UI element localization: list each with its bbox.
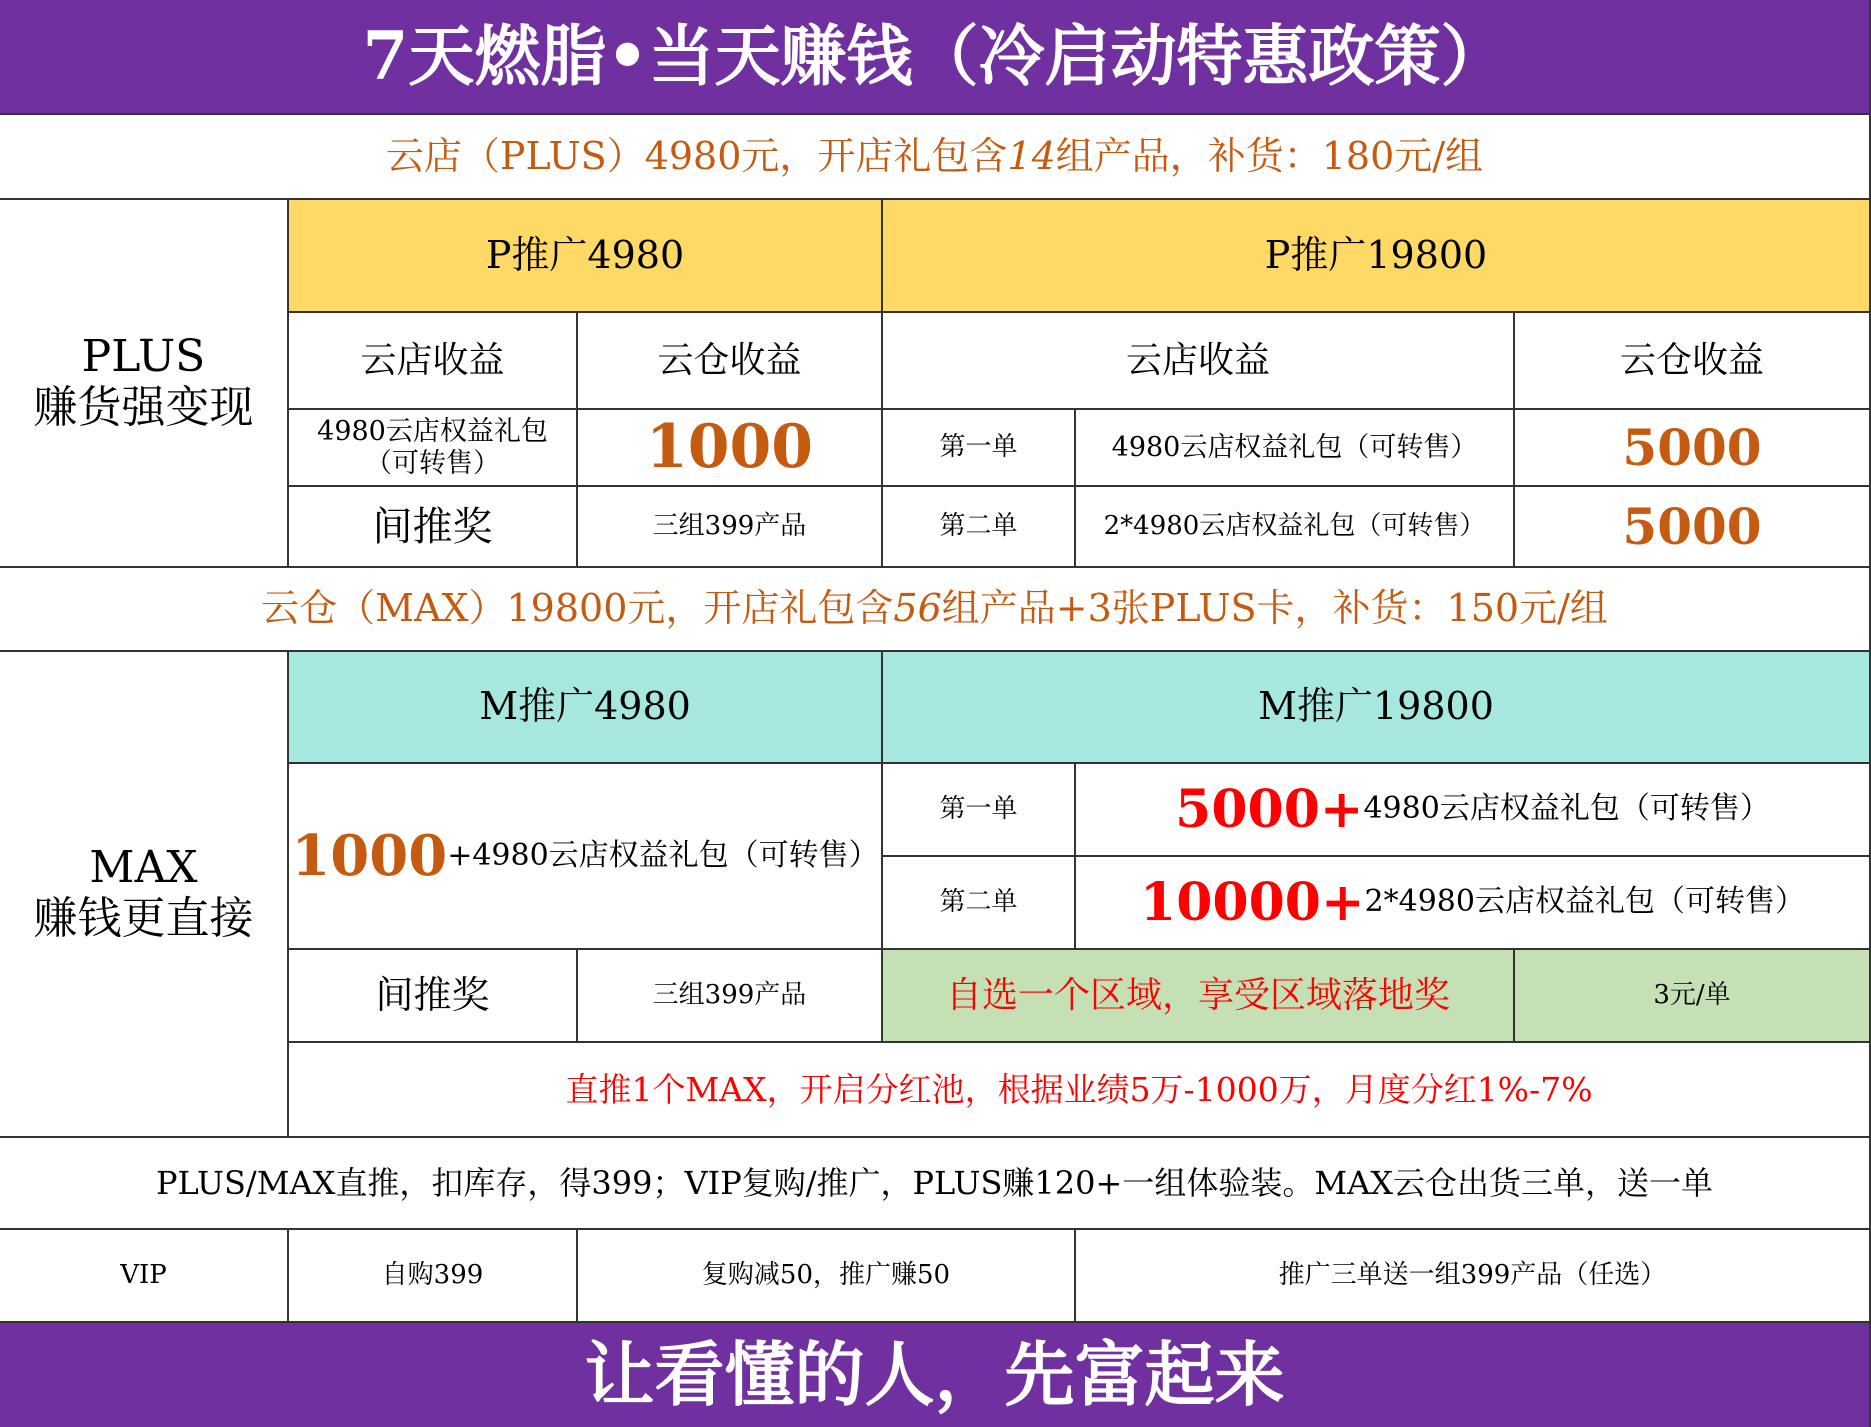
max-per-order [1515,950,1871,1043]
max-indirect-award-label: 间推奖 [375,972,490,1017]
plus-income-1000 [578,410,883,487]
plus-indirect-award [289,487,578,568]
max-second-order [883,857,1076,950]
max-promo-19800 [883,652,1871,764]
max-second-order-text: 2*4980云店权益礼包（可转售） [1364,884,1805,920]
plus-second-order-income-value: 5000 [1622,496,1762,556]
max-banner [0,568,1871,652]
max-per-order-text: 3元/单 [1653,979,1731,1010]
plus-second-order-gift-text: 2*4980云店权益礼包（可转售） [1103,510,1486,541]
max-banner-post: 组产品+3张PLUS卡，补货：150元/组 [941,586,1608,631]
plus-second-order-label: 第二单 [939,510,1018,541]
plus-promo-4980-label: P推广4980 [485,232,685,277]
vip-repurchase [578,1230,1076,1323]
plus-warehouse-income-header [578,313,883,410]
max-4980-reward [289,764,883,950]
plus-three-groups [578,487,883,568]
max-promo-19800-label: M推广19800 [1258,684,1494,729]
max-first-order-reward [1076,764,1871,857]
footer-slogan-text: 让看懂的人，先富起来 [584,1332,1285,1416]
footer-slogan [0,1323,1871,1427]
title-text: 7天燃脂•当天赚钱（冷启动特惠政策） [362,16,1507,95]
max-second-order-reward [1076,857,1871,950]
max-dividend-text: 直推1个MAX，开启分红池，根据业绩5万-1000万，月度分红1%-7% [565,1069,1593,1109]
plus-first-order-gift [1076,410,1515,487]
max-first-order-text: 4980云店权益礼包（可转售） [1363,791,1770,827]
vip-repurchase-text: 复购减50，推广赚50 [701,1259,951,1290]
max-banner-count: 56 [893,586,942,631]
plus-second-order-income [1515,487,1871,568]
vip-self-buy [289,1230,578,1323]
vip-self-buy-text: 自购399 [381,1259,484,1290]
plus-side-line1: PLUS [81,331,206,383]
plus-income-1000-value: 1000 [646,412,813,482]
plus-gift-pack-line2: （可转售） [365,447,500,479]
plus-three-groups-text: 三组399产品 [652,510,807,541]
max-second-order-amount: 10000+ [1140,871,1365,933]
vip-bonus-text: 推广三单送一组399产品（任选） [1278,1259,1667,1290]
vip-label-text: VIP [120,1259,167,1290]
policy-note-text: PLUS/MAX直推，扣库存，得399；VIP复购/推广，PLUS赚120+一组体验装。MAX云仓出货三单，送一单 [156,1163,1713,1202]
plus-store-income-header [289,313,578,410]
plus-first-order-income-value: 5000 [1622,417,1762,477]
max-side-line2: 赚钱更直接 [33,893,254,944]
max-promo-4980 [289,652,883,764]
plus-store-income-label: 云店收益 [360,339,505,381]
plus-warehouse-income-header-19800 [1515,313,1871,410]
plus-banner-count: 14 [1007,133,1056,178]
max-banner-pre: 云仓（MAX）19800元，开店礼包含 [261,586,894,631]
max-side-line1: MAX [89,842,198,894]
plus-banner-post: 组产品，补货：180元/组 [1055,133,1484,178]
vip-bonus [1076,1230,1871,1323]
max-first-order [883,764,1076,857]
plus-gift-pack-line1: 4980云店权益礼包 [317,416,548,448]
plus-side-label [0,200,289,568]
max-dividend [289,1043,1871,1138]
plus-warehouse-income-label: 云仓收益 [657,339,802,381]
max-indirect-award [289,950,578,1043]
plus-first-order-income [1515,410,1871,487]
plus-promo-19800-label: P推广19800 [1264,232,1488,277]
plus-store-income-header-19800 [883,313,1515,410]
max-three-groups [578,950,883,1043]
max-region-award [883,950,1515,1043]
plus-second-order [883,487,1076,568]
page-title [0,0,1871,115]
plus-banner [0,115,1871,200]
plus-side-line2: 赚货强变现 [33,382,254,433]
plus-first-order-gift-text: 4980云店权益礼包（可转售） [1111,431,1478,463]
plus-gift-pack [289,410,578,487]
vip-label [0,1230,289,1323]
max-side-label [0,652,289,1138]
max-4980-reward-text: +4980云店权益礼包（可转售） [447,837,879,873]
plus-store-income-label-19800: 云店收益 [1125,339,1270,381]
plus-first-order [883,410,1076,487]
plus-second-order-gift [1076,487,1515,568]
plus-first-order-label: 第一单 [939,431,1018,462]
max-promo-4980-label: M推广4980 [479,684,691,729]
max-three-groups-text: 三组399产品 [652,979,807,1010]
plus-warehouse-income-label-19800: 云仓收益 [1619,339,1764,381]
policy-note [0,1138,1871,1230]
max-second-order-label: 第二单 [939,886,1018,917]
max-first-order-amount: 5000+ [1175,778,1364,840]
max-region-award-text: 自选一个区域，享受区域落地奖 [945,974,1450,1016]
plus-banner-pre: 云店（PLUS）4980元，开店礼包含 [385,133,1008,178]
plus-promo-19800 [883,200,1871,313]
max-4980-reward-amount: 1000 [291,822,448,889]
plus-promo-4980 [289,200,883,313]
max-first-order-label: 第一单 [939,793,1018,824]
plus-indirect-award-label: 间推奖 [372,503,493,550]
